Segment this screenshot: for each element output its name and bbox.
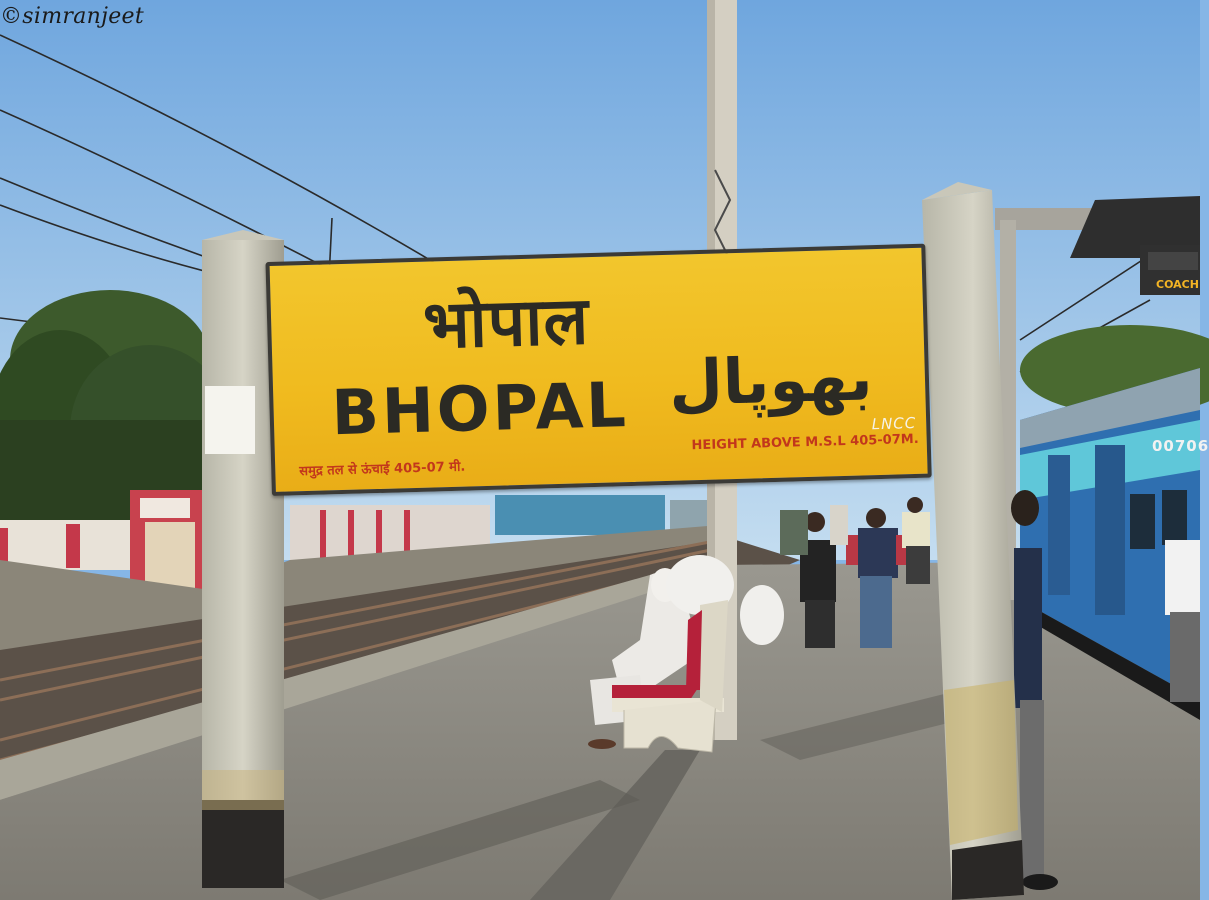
station-name-english: BHOPAL — [330, 368, 630, 450]
height-label-english: HEIGHT ABOVE M.S.L 405-07M. — [691, 431, 919, 454]
far-building — [495, 495, 665, 535]
station-name-board — [265, 244, 931, 496]
coach-indicator-label: COACH — [1156, 278, 1199, 291]
station-name-hindi: भोपाल — [422, 282, 591, 364]
chalk-marking: LNCC — [871, 413, 917, 434]
height-label-hindi: समुद्र तल से ऊंचाई 405-07 मी. — [299, 459, 466, 480]
station-name-urdu: بھوپال — [667, 341, 874, 420]
photographer-watermark: ©simranjeet — [0, 4, 144, 29]
coach-number: 00706 — [1152, 437, 1209, 455]
